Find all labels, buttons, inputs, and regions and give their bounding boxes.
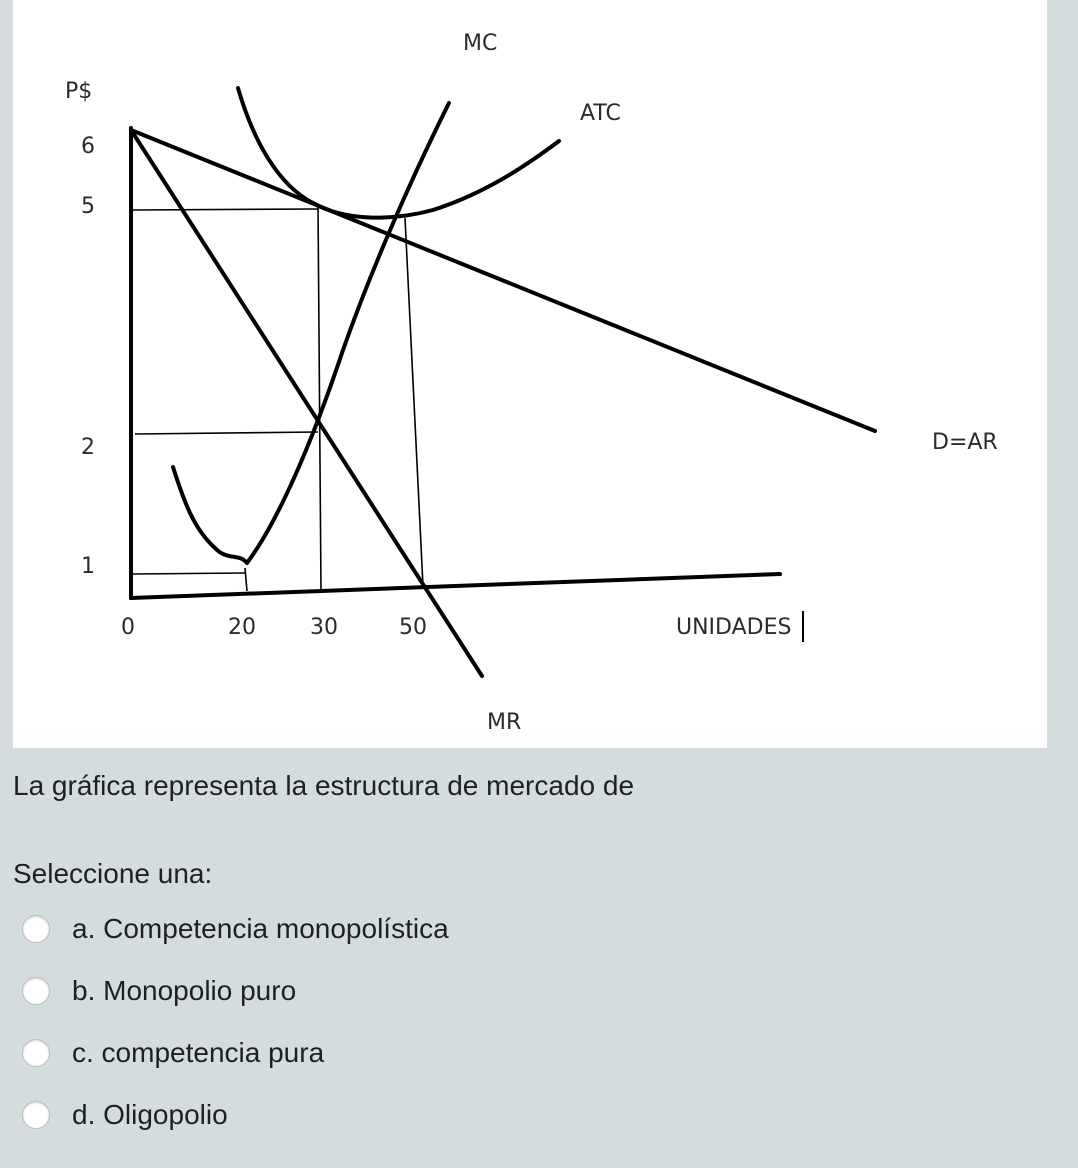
x-tick: 0 (121, 615, 135, 640)
x-axis (131, 574, 780, 598)
option-label: c. competencia pura (72, 1037, 325, 1068)
y-axis-label: P$ (65, 79, 93, 104)
radio-button[interactable] (22, 1101, 50, 1129)
atc-curve (238, 88, 559, 218)
option-a[interactable] (22, 904, 622, 954)
guide-q50 (405, 218, 423, 586)
y-tick: 1 (81, 554, 95, 579)
option-b[interactable] (22, 966, 622, 1016)
guide-price-1 (133, 573, 245, 574)
radio-button[interactable] (22, 915, 50, 943)
x-tick: 50 (399, 615, 427, 640)
radio-button[interactable] (22, 977, 50, 1005)
demand-label: D=AR (932, 430, 998, 455)
x-axis-label: UNIDADES (676, 615, 792, 640)
mc-label: MC (463, 31, 498, 56)
x-tick: 30 (310, 615, 338, 640)
select-prompt: Seleccione una: (13, 858, 213, 889)
y-tick: 5 (81, 194, 95, 219)
option-label: a. Competencia monopolística (72, 913, 449, 944)
guide-q20 (245, 568, 247, 591)
option-label: d. Oligopolio (72, 1099, 228, 1130)
chart-svg (13, 0, 1047, 748)
question-text: La gráfica representa la estructura de mercado de (13, 770, 635, 801)
demand-curve (131, 130, 875, 431)
option-d[interactable] (22, 1090, 622, 1140)
y-tick: 6 (81, 134, 95, 159)
atc-label: ATC (580, 101, 621, 126)
guide-price-5 (133, 209, 318, 210)
option-label: b. Monopolio puro (72, 975, 297, 1006)
radio-button[interactable] (22, 1039, 50, 1067)
economics-chart (13, 0, 1047, 748)
x-tick: 20 (228, 615, 256, 640)
guide-price-2 (135, 432, 318, 434)
mc-curve (173, 103, 449, 563)
y-tick: 2 (81, 435, 95, 460)
guide-q30-upper (318, 205, 321, 591)
mr-label: MR (487, 710, 522, 735)
option-c[interactable] (22, 1028, 622, 1078)
